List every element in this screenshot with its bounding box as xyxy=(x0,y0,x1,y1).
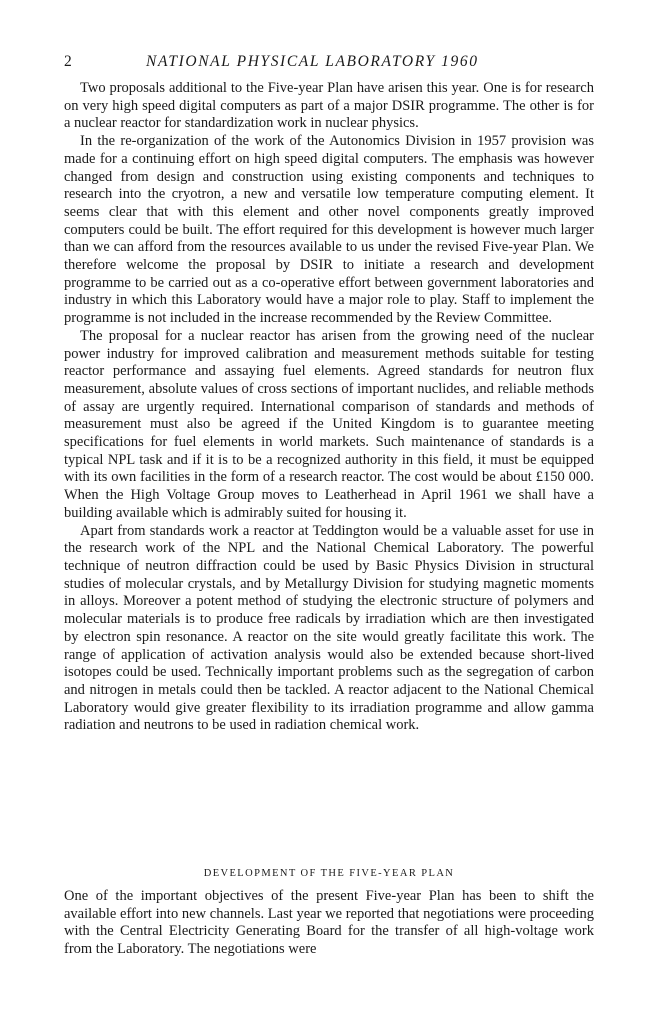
paragraph-computers: In the re-organization of the work of the Autonomics Division in 1957 provision was made for a continuing effort on high speed digital computers. The emphasis was however changed from design and construction using existing components and techniques to research into the cryotron, a new and versatile low temperature computing element. It seems clear that with this element and other novel components greatly improved computers could be built. The effort required for this development is however much larger than we can afford from the resources available to us under the revised Five-year Plan. We therefore welcome the proposal by DSIR to initiate a research and development programme to be carried out as a co-operative effort between government laboratories and industry in which this Laboratory would have a major role to play. Staff to implement the programme is not included in the increase recommended by the Review Committee. xyxy=(64,133,594,327)
page-number: 2 xyxy=(64,53,72,70)
section-text xyxy=(64,888,594,959)
section-heading: DEVELOPMENT OF THE FIVE-YEAR PLAN xyxy=(203,868,455,879)
paragraph-additional-proposals: Two proposals additional to the Five-year Plan have arisen this year. One is for research on very high speed digital computers as part of a major DSIR programme. The other is for a nuclear reactor for standardization work in nuclear physics. xyxy=(64,80,594,132)
paragraph-nuclear-reactor: The proposal for a nuclear reactor has arisen from the growing need of the nuclear power industry for improved calibration and measurement methods suitable for testing reactor performance and assaying fuel elements. Agreed standards for neutron flux measurement, absolute values of cross sections of important nuclides, and reliable methods of assay are urgently required. International comparison of standards and methods of measurement must also be agreed if the United Kingdom is to guarantee meeting specifications for fuel elements in world markets. Such maintenance of standards is a typical NPL task and if it is to be a recognized authority in this field, it must be equipped with its own facilities in the form of a research reactor. The cost would be about £150 000. When the High Voltage Group moves to Leatherhead in April 1961 we shall have a building available which is admirably suited for housing it. xyxy=(64,327,594,521)
running-head xyxy=(62,52,582,72)
paragraph-reactor-research-uses: Apart from standards work a reactor at Teddington would be a valuable asset for use in the research work of the NPL and the National Chemical Laboratory. The powerful technique of neutron diffraction could be used by Basic Physics Division in structural studies of molecular crystals, and by Metallurgy Division for studying magnetic moments in alloys. Moreover a potent method of studying the electronic structure of polymers and molecular materials is to produce free radicals by irradiation which are then investigated by electron spin resonance. A reactor on the site would greatly facilitate this work. The range of application of activation analysis would also be extended because short-lived isotopes could be used. Technically important problems such as the segregation of carbon and nitrogen in metals could then be tackled. A reactor adjacent to the National Chemical Laboratory would give greater flexibility to its irradiation programme and allow gamma radiation and neutrons to be used in radiation chemical work. xyxy=(64,522,594,734)
running-title: NATIONAL PHYSICAL LABORATORY 1960 xyxy=(146,53,479,70)
paragraph-development-plan: One of the important objectives of the present Five-year Plan has been to shift the available effort into new channels. Last year we reported that negotiations were proceeding with the Central Electricity Generating Board for the transfer of all high-voltage work from the Laboratory. The negotiations were xyxy=(64,888,594,958)
body-text xyxy=(64,80,594,735)
